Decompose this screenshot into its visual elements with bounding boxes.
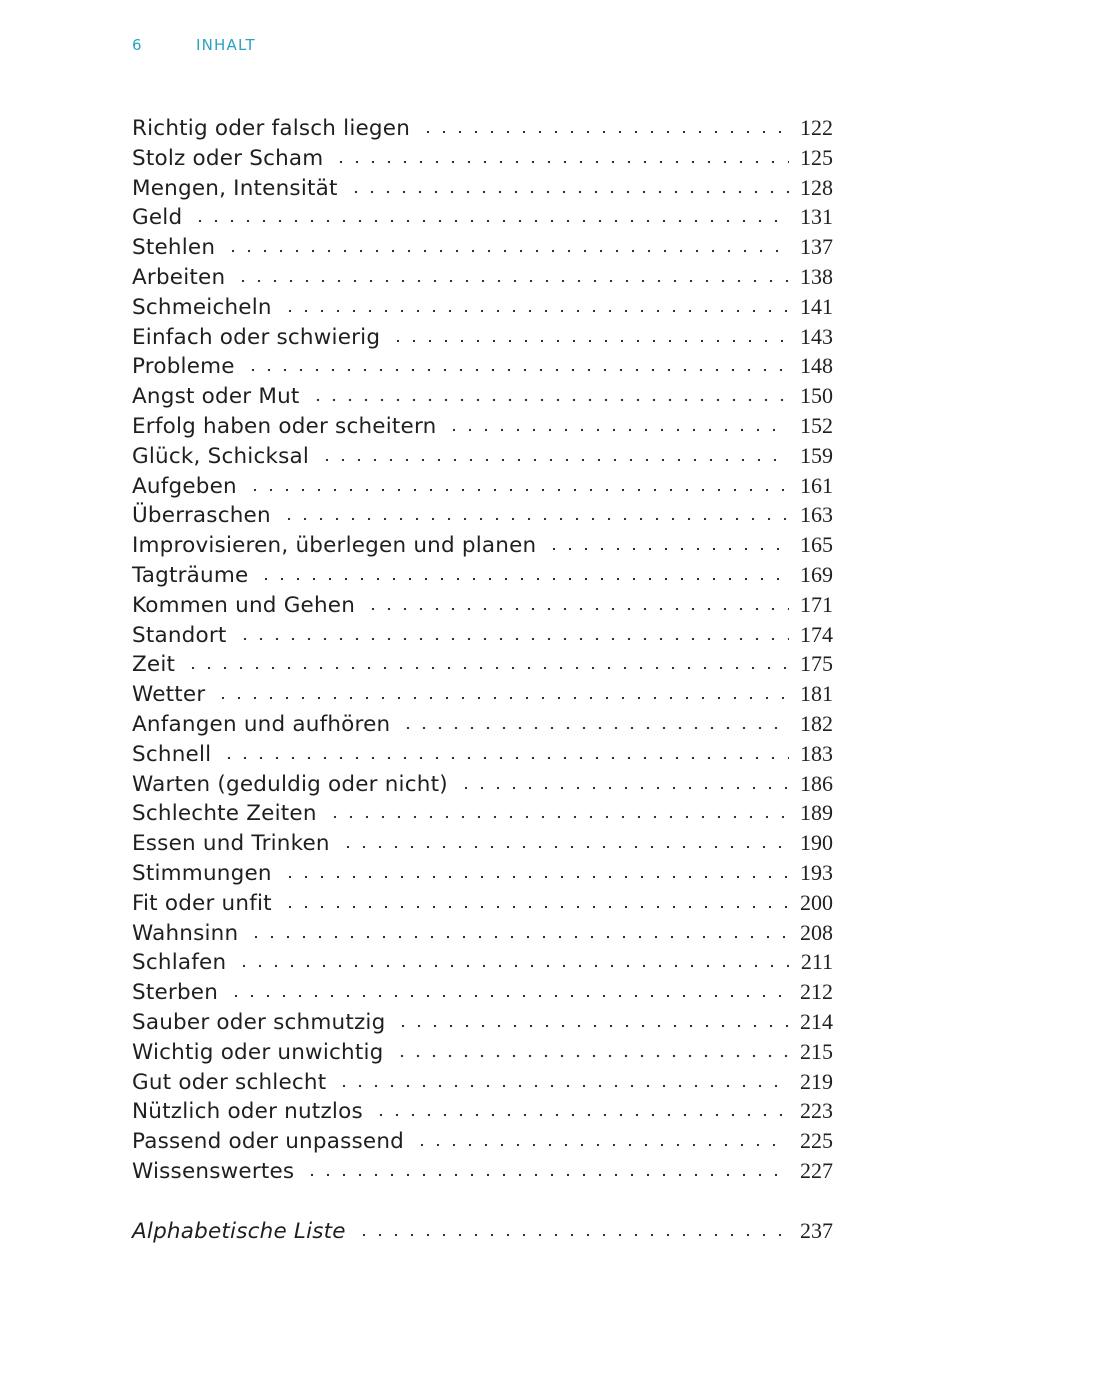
toc-entry[interactable] [132, 1067, 833, 1097]
dot-leader [228, 994, 789, 998]
toc-entry-title: Schlafen [132, 950, 227, 976]
dot-leader [319, 458, 789, 462]
toc-entry-title: Kommen und Gehen [132, 592, 356, 618]
toc-entry[interactable] [132, 560, 833, 590]
toc-entry-title: Fit oder unfit [132, 890, 272, 916]
toc-entry[interactable] [132, 977, 833, 1007]
toc-entry-page: 161 [800, 472, 833, 498]
toc-entry-title: Gut oder schlecht [132, 1069, 327, 1095]
dot-leader [236, 964, 789, 968]
toc-entry[interactable] [132, 739, 833, 769]
dot-leader [237, 637, 789, 641]
toc-entry[interactable] [132, 888, 833, 918]
toc-entry[interactable] [132, 471, 833, 501]
dot-leader [281, 517, 789, 521]
dot-leader [215, 696, 789, 700]
toc-entry-page: 125 [800, 144, 833, 170]
toc-entry-page: 186 [800, 770, 833, 796]
toc-entry-title: Wichtig oder unwichtig [132, 1039, 384, 1065]
toc-entry-page: 200 [800, 889, 833, 915]
toc-entry-page: 183 [800, 740, 833, 766]
toc-entry-page: 193 [800, 859, 833, 885]
toc-entry-title: Geld [132, 205, 183, 231]
dot-leader [336, 1084, 789, 1088]
toc-entry-page: 189 [800, 800, 833, 826]
toc-entry[interactable] [132, 1037, 833, 1067]
toc-entry-page: 212 [800, 979, 833, 1005]
toc-entry[interactable] [132, 918, 833, 948]
toc-entry-title: Einfach oder schwierig [132, 324, 381, 350]
dot-leader [446, 428, 789, 432]
toc-entry-title: Wetter [132, 682, 206, 708]
toc-entry[interactable] [132, 173, 833, 203]
toc-entry[interactable] [132, 1096, 833, 1126]
dot-leader [333, 160, 789, 164]
toc-entry-page: 150 [800, 383, 833, 409]
dot-leader [395, 1024, 789, 1028]
toc-entry[interactable] [132, 292, 833, 322]
dot-leader [400, 726, 789, 730]
toc-entry-title: Stolz oder Scham [132, 145, 324, 171]
toc-entry[interactable] [132, 262, 833, 292]
dot-leader [348, 190, 789, 194]
dot-leader [327, 815, 789, 819]
dot-leader [282, 309, 789, 313]
toc-entry-page: 219 [800, 1068, 833, 1094]
toc-entry[interactable] [132, 530, 833, 560]
toc-entry-page: 141 [800, 293, 833, 319]
toc-entry-title: Wissenswertes [132, 1158, 295, 1184]
dot-leader [282, 875, 789, 879]
dot-leader [192, 219, 789, 223]
toc-entry[interactable] [132, 679, 833, 709]
toc-entry-page: 165 [800, 532, 833, 558]
toc-entry-page: 128 [800, 174, 833, 200]
toc-entry-page: 225 [800, 1128, 833, 1154]
toc-entry-title: Erfolg haben oder scheitern [132, 413, 437, 439]
dot-leader [247, 488, 789, 492]
toc-entry[interactable] [132, 1007, 833, 1037]
dot-leader [390, 339, 789, 343]
dot-leader [282, 905, 789, 909]
toc-entry-title: Anfangen und aufhören [132, 711, 391, 737]
toc-entry-title: Essen und Trinken [132, 831, 330, 857]
toc-entry-title: Improvisieren, überlegen und planen [132, 533, 537, 559]
toc-entry-title: Richtig oder falsch liegen [132, 116, 411, 141]
toc-entry-appendix[interactable] [132, 1216, 833, 1246]
dot-leader [340, 845, 789, 849]
toc-entry-page: 237 [800, 1217, 833, 1243]
toc-entry-page: 143 [800, 323, 833, 349]
dot-leader [373, 1113, 789, 1117]
running-header [132, 36, 256, 54]
toc-entry-title: Sterben [132, 980, 219, 1006]
toc-entry-title: Arbeiten [132, 264, 226, 290]
dot-leader [235, 279, 789, 283]
toc-entry-title: Mengen, Intensität [132, 175, 338, 201]
toc-entry-title: Warten (geduldig oder nicht) [132, 771, 448, 797]
dot-leader [458, 786, 789, 790]
dot-leader [185, 666, 789, 670]
toc-entry[interactable] [132, 828, 833, 858]
dot-leader [258, 577, 789, 581]
table-of-contents [132, 113, 833, 1245]
toc-entry-title: Nützlich oder nutzlos [132, 1099, 363, 1125]
dot-leader [365, 607, 789, 611]
toc-entry[interactable] [132, 620, 833, 650]
toc-entry-page: 190 [800, 830, 833, 856]
toc-entry[interactable] [132, 649, 833, 679]
toc-entry-title: Überraschen [132, 503, 271, 529]
toc-entry-title: Schnell [132, 741, 212, 767]
toc-entry[interactable] [132, 113, 833, 143]
toc-entry-title: Stimmungen [132, 860, 272, 886]
toc-entry[interactable] [132, 590, 833, 620]
toc-entry[interactable] [132, 798, 833, 828]
toc-entry-page: 215 [800, 1038, 833, 1064]
toc-entry-title: Aufgeben [132, 473, 237, 499]
toc-entry-title: Glück, Schicksal [132, 443, 310, 469]
toc-entry[interactable] [132, 769, 833, 799]
toc-entry-page: 181 [800, 681, 833, 707]
toc-entry[interactable] [132, 351, 833, 381]
toc-entry[interactable] [132, 947, 833, 977]
toc-entry[interactable] [132, 500, 833, 530]
dot-leader [248, 935, 789, 939]
dot-leader [225, 249, 789, 253]
toc-entry-title: Sauber oder schmutzig [132, 1009, 386, 1035]
dot-leader [245, 368, 789, 372]
toc-entry-page: 122 [800, 115, 833, 140]
toc-entry[interactable] [132, 1156, 833, 1186]
toc-entry-page: 227 [800, 1157, 833, 1183]
toc-entry[interactable] [132, 1126, 833, 1156]
toc-entry-page: 208 [800, 919, 833, 945]
section-title: INHALT [196, 36, 256, 54]
dot-leader [356, 1233, 789, 1237]
toc-entry-title: Wahnsinn [132, 920, 239, 946]
toc-entry[interactable] [132, 322, 833, 352]
dot-leader [304, 1173, 789, 1177]
toc-entry-page: 175 [800, 651, 833, 677]
toc-entry-title: Tagträume [132, 562, 249, 588]
toc-entry-title: Passend oder unpassend [132, 1129, 404, 1155]
toc-entry[interactable] [132, 411, 833, 441]
toc-entry-page: 131 [800, 204, 833, 230]
toc-entry-page: 223 [800, 1098, 833, 1124]
toc-entry-page: 174 [800, 621, 833, 647]
toc-entry-page: 211 [800, 949, 833, 975]
page-number: 6 [132, 36, 143, 54]
toc-entry[interactable] [132, 858, 833, 888]
toc-entry[interactable] [132, 232, 833, 262]
toc-entry-page: 152 [800, 412, 833, 438]
toc-entry[interactable] [132, 202, 833, 232]
toc-entry-page: 169 [800, 561, 833, 587]
toc-entry-title: Alphabetische Liste [132, 1218, 346, 1244]
dot-leader [221, 756, 789, 760]
toc-entry[interactable] [132, 381, 833, 411]
toc-entry-page: 159 [800, 442, 833, 468]
toc-entry-page: 137 [800, 234, 833, 260]
toc-entry-title: Zeit [132, 652, 176, 678]
toc-entry[interactable] [132, 709, 833, 739]
toc-entry-title: Schmeicheln [132, 294, 272, 320]
toc-entry-page: 182 [800, 710, 833, 736]
toc-entry-title: Schlechte Zeiten [132, 801, 317, 827]
toc-entry[interactable] [132, 143, 833, 173]
dot-leader [310, 398, 789, 402]
toc-entry-page: 138 [800, 263, 833, 289]
toc-entry-title: Angst oder Mut [132, 384, 300, 410]
toc-entry-page: 171 [800, 591, 833, 617]
toc-entry-page: 214 [800, 1008, 833, 1034]
dot-leader [546, 547, 789, 551]
dot-leader [420, 130, 789, 134]
dot-leader [394, 1054, 789, 1058]
toc-entry-title: Stehlen [132, 235, 216, 261]
toc-entry[interactable] [132, 441, 833, 471]
toc-entry-title: Standort [132, 622, 227, 648]
dot-leader [414, 1143, 789, 1147]
toc-entry-page: 163 [800, 502, 833, 528]
toc-entry-page: 148 [800, 353, 833, 379]
toc-entry-title: Probleme [132, 354, 235, 380]
